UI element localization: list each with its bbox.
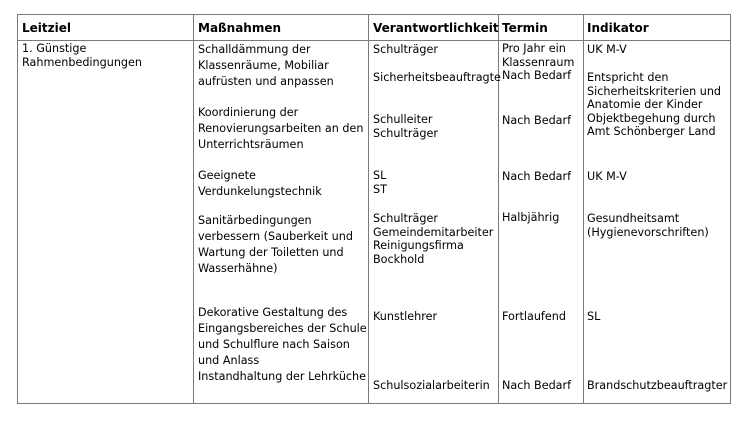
header-leitziel: Leitziel bbox=[22, 21, 71, 35]
action-plan-table bbox=[17, 14, 731, 404]
verantwortlich-v1: Schulträger bbox=[373, 43, 438, 56]
verantwortlich-v3 bbox=[373, 113, 438, 140]
indikator-line: Gesundheitsamt bbox=[587, 212, 680, 225]
indikator-line: Anatomie der Kinder bbox=[587, 98, 703, 112]
header-indikator: Indikator bbox=[587, 21, 649, 35]
massnahme-line: Schalldämmung der bbox=[198, 43, 311, 56]
column-divider bbox=[193, 15, 194, 403]
indikator-i5: SL bbox=[587, 310, 601, 323]
leitziel-line: 1. Günstige bbox=[22, 42, 87, 55]
massnahme-line: Koordinierung der bbox=[198, 106, 299, 119]
header-massnahmen: Maßnahmen bbox=[198, 21, 282, 35]
verantwortlich-line: Schulträger bbox=[373, 126, 438, 140]
indikator-line: Sicherheitskriterien und bbox=[587, 84, 722, 98]
massnahme-line: Eingangsbereiches der Schule bbox=[198, 322, 367, 335]
termin-t5: Fortlaufend bbox=[502, 310, 566, 323]
massnahme-line: Renovierungsarbeiten an den bbox=[198, 122, 364, 135]
leitziel-line: Rahmenbedingungen bbox=[22, 55, 142, 69]
massnahme-sanitaer bbox=[198, 213, 353, 277]
massnahme-verdunkelung bbox=[198, 168, 322, 200]
verantwortlich-v5 bbox=[373, 212, 493, 266]
indikator-i4 bbox=[587, 212, 709, 239]
header-divider bbox=[18, 40, 730, 41]
indikator-i2 bbox=[587, 71, 721, 139]
massnahme-line: aufrüsten und anpassen bbox=[198, 75, 334, 88]
leitziel-cell bbox=[22, 42, 142, 69]
massnahme-line: und Schulflure nach Saison bbox=[198, 338, 350, 351]
massnahme-gestaltung bbox=[198, 305, 367, 385]
termin-line: Pro Jahr ein bbox=[502, 42, 566, 55]
massnahme-renovierung bbox=[198, 105, 363, 153]
massnahme-line: Dekorative Gestaltung des bbox=[198, 306, 348, 319]
massnahme-schalldaemmung bbox=[198, 42, 334, 90]
massnahme-line: Instandhaltung der Lehrküche bbox=[198, 370, 367, 383]
massnahme-line: Unterrichtsräumen bbox=[198, 138, 304, 151]
verantwortlich-line: ST bbox=[373, 182, 387, 196]
indikator-line: Amt Schönberger Land bbox=[587, 125, 716, 139]
massnahme-line: Klassenräume, Mobiliar bbox=[198, 59, 329, 72]
termin-t4: Halbjährig bbox=[502, 211, 560, 224]
verantwortlich-line: Schulleiter bbox=[373, 113, 433, 126]
termin-t6: Nach Bedarf bbox=[502, 379, 572, 392]
termin-t2: Nach Bedarf bbox=[502, 114, 572, 127]
indikator-line: Entspricht den bbox=[587, 71, 669, 84]
massnahme-line: und Anlass bbox=[198, 354, 260, 367]
column-divider bbox=[583, 15, 584, 403]
verantwortlich-line: SL bbox=[373, 169, 387, 182]
verantwortlich-v7: Schulsozialarbeiterin bbox=[373, 379, 490, 392]
termin-t3: Nach Bedarf bbox=[502, 170, 572, 183]
indikator-line: Objektbegehung durch bbox=[587, 111, 716, 125]
indikator-i1: UK M-V bbox=[587, 43, 627, 56]
massnahme-line: Verdunkelungstechnik bbox=[198, 185, 322, 198]
indikator-i6: Brandschutzbeauftragter bbox=[587, 379, 728, 392]
column-divider bbox=[368, 15, 369, 403]
massnahme-line: Sanitärbedingungen bbox=[198, 214, 312, 227]
verantwortlich-line: Reinigungsfirma bbox=[373, 239, 464, 253]
header-termin: Termin bbox=[502, 21, 548, 35]
verantwortlich-v2: Sicherheitsbeauftragte bbox=[373, 71, 501, 84]
termin-line: Klassenraum bbox=[502, 55, 575, 69]
termin-t1 bbox=[502, 42, 574, 83]
verantwortlich-line: Schulträger bbox=[373, 212, 438, 225]
verantwortlich-v6: Kunstlehrer bbox=[373, 310, 438, 323]
massnahme-line: Wartung der Toiletten und bbox=[198, 246, 344, 259]
verantwortlich-line: Gemeindemitarbeiter bbox=[373, 225, 494, 239]
massnahme-line: verbessern (Sauberkeit und bbox=[198, 230, 353, 243]
verantwortlich-v4 bbox=[373, 169, 387, 196]
header-verantwortlichkeit: Verantwortlichkeit bbox=[373, 21, 499, 35]
termin-line: Nach Bedarf bbox=[502, 69, 572, 83]
massnahme-line: Geeignete bbox=[198, 169, 256, 182]
massnahme-line: Wasserhähne) bbox=[198, 262, 278, 275]
indikator-i3: UK M-V bbox=[587, 170, 627, 183]
verantwortlich-line: Bockhold bbox=[373, 252, 425, 266]
indikator-line: (Hygienevorschriften) bbox=[587, 225, 709, 239]
